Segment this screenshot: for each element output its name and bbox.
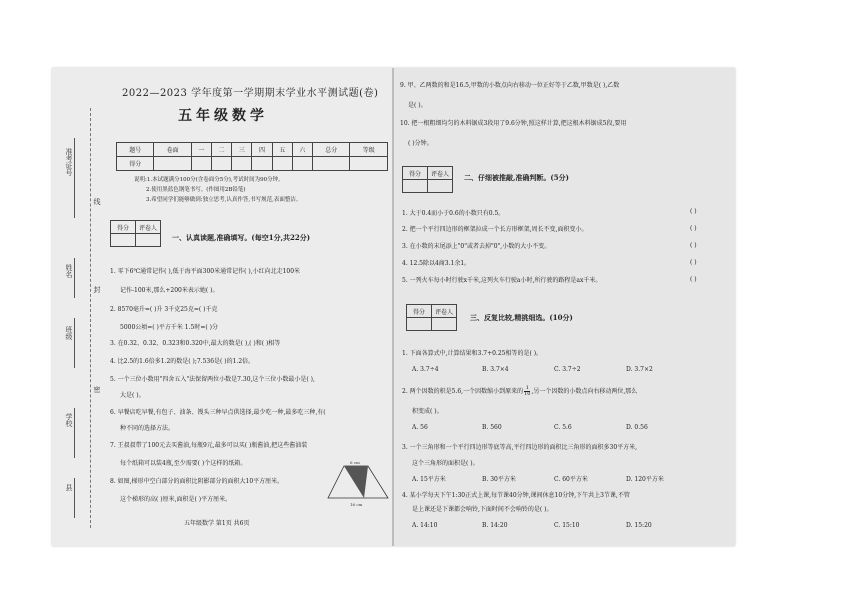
judge-answer-bracket[interactable]: ( ) [690, 276, 697, 283]
question-6-cont: 种不同的选择方法。 [120, 425, 175, 432]
grader-score-cell [407, 318, 432, 331]
score-header-cell: 一 [191, 143, 211, 157]
score-cell [212, 157, 232, 171]
right-page [394, 68, 735, 546]
score-cell [313, 157, 350, 171]
choice-question-3: 3. 一个三角形和一个平行四边形等底等高,平行四边形的面积比三角形的面积多30平方米, [402, 444, 638, 451]
choice-question-4-cont: 是上课还是下课都会响铃,下面时间不会响铃的是( )。 [412, 506, 553, 513]
choice-option: B. 560 [482, 424, 502, 431]
judge-item: 3. 在小数的末尾添上"0"或者去掉"0",小数的大小不变。 [402, 243, 551, 250]
score-header-cell: 等级 [350, 143, 388, 157]
fraction [524, 386, 530, 397]
choice-option: A. 56 [412, 424, 428, 431]
question-7-cont: 每个纸箱可以装4瓶,至少需要( )个这样的纸箱。 [120, 460, 247, 467]
school-label: 学校 [65, 413, 73, 427]
score-cell [350, 157, 388, 171]
judge-answer-bracket[interactable]: ( ) [690, 208, 697, 215]
county-label: 县 [65, 484, 73, 491]
grader-score-label: 得分 [407, 305, 432, 318]
name-line [74, 258, 75, 298]
question-9: 9. 甲、乙两数的和是16.5,甲数的小数点向右移动一位正好等于乙数,甲数是( ),乙数 [400, 82, 620, 89]
score-table-header-row [117, 143, 388, 157]
choice-option: A. 15平方米 [412, 476, 446, 483]
question-7: 7. 王叔叔带了100元去买酱油,每瓶9元,最多可以买( )瓶酱油,把这些酱油装 [110, 442, 308, 449]
grader-box [110, 220, 161, 247]
grader-score-label: 得分 [111, 221, 136, 234]
score-table [116, 142, 388, 171]
score-header-cell: 二 [212, 143, 232, 157]
choice-option: C. 5.6 [554, 424, 572, 431]
question-4: 4. 比2.5的1.6倍多1.2的数是( );7.536是( )的1.2倍。 [110, 358, 255, 365]
choice-option: B. 3.7×4 [482, 366, 509, 373]
question-5-cont: 大是( )。 [120, 392, 145, 399]
choice-question-2-tail: ,另一个因数的小数点向右移动两位,那么 [531, 388, 638, 395]
choice-question-1: 1. 下面各算式中,计算结果和3.7+0.25相等的是( )。 [402, 350, 543, 357]
grader-name-label: 评卷人 [432, 305, 457, 318]
exam-title: 2022—2023 学年度第一学期期末学业水平测试题(卷) [122, 88, 379, 99]
county-line [74, 478, 75, 518]
judge-item: 4. 12.5除以4商3.1余1。 [402, 260, 471, 267]
left-page [52, 68, 392, 546]
question-9-cont: 是( )。 [408, 102, 427, 109]
score-header-cell: 六 [292, 143, 312, 157]
choice-question-2-cont: 积变成( )。 [412, 408, 443, 415]
grader-box [406, 304, 457, 331]
grader-name-label: 评卷人 [428, 167, 453, 180]
score-cell [292, 157, 312, 171]
grader-box [402, 166, 453, 193]
grader-name-cell [432, 318, 457, 331]
score-header-cell: 四 [252, 143, 272, 157]
judge-answer-bracket[interactable]: ( ) [690, 259, 697, 266]
seal-seal-char: 封 [93, 286, 101, 293]
subject-title: 五年级数学 [178, 108, 268, 124]
choice-option: C. 60平方米 [554, 476, 588, 483]
choice-option: A. 3.7÷4 [412, 366, 439, 373]
school-line [74, 408, 75, 458]
question-8: 8. 如图,梯形中空白部分的面积比阴影部分的面积大10平方厘米。 [110, 478, 284, 485]
choice-option: D. 120平方米 [626, 476, 664, 483]
score-header-cell: 三 [232, 143, 252, 157]
score-header-cell: 题号 [117, 143, 154, 157]
score-table-score-row [117, 157, 388, 171]
class-line [74, 318, 75, 368]
grader-name-label: 评卷人 [136, 221, 161, 234]
choice-option: B. 30平方米 [482, 476, 516, 483]
choice-question-4: 4. 某小学每天下午1:30正式上课,每节课40分钟,课间休息10分钟,下午共上3节课,不管 [402, 492, 630, 499]
question-5: 5. 一个三位小数用"四舍五入"法保留两位小数是7.30,这个三位小数最小是( ), [110, 376, 315, 383]
instruction-line: 说明:1.本试题满分100分(含卷面分5分),考试时间为90分钟。 [134, 177, 284, 183]
class-label: 班级 [65, 326, 73, 340]
choice-question-2 [402, 386, 637, 397]
choice-option: A. 14:10 [412, 522, 438, 529]
choice-option: D. 3.7×2 [626, 366, 653, 373]
grader-name-cell [428, 180, 453, 193]
grader-name-cell [136, 234, 161, 247]
fraction-numerator: 1 [525, 385, 529, 391]
question-2: 2. 8570毫升=( )升 3千克25克=( )千克 [110, 306, 218, 313]
section1-title: 一、认真读题,准确填写。(每空1分,共22分) [172, 233, 311, 242]
grader-score-label: 得分 [403, 167, 428, 180]
trapezoid-top-label: 6 cm [350, 460, 360, 465]
score-header-cell: 卷面 [154, 143, 191, 157]
score-header-cell: 五 [272, 143, 292, 157]
score-cell [232, 157, 252, 171]
instruction-line: 2.使用黑蓝色钢笔书写。(作图用2B铅笔) [146, 187, 246, 193]
grader-score-cell [111, 234, 136, 247]
question-10-cont: ( )分钟。 [408, 140, 433, 147]
exam-no-line [74, 138, 75, 218]
fraction-denominator: 10 [524, 391, 531, 397]
section3-title: 三、反复比较,精挑细选。(10分) [470, 313, 573, 322]
judge-item: 1. 大于0.4而小于0.6的小数只有0.5。 [402, 210, 505, 217]
question-1: 1. 零下6℃通常记作( ),低于海平面300米通常记作( ),小红向北走100米 [110, 268, 301, 275]
judge-item: 2. 把一个平行四边形的框架拉成一个长方形框架,周长不变,面积变小。 [402, 226, 588, 233]
question-6: 6. 早餐店吃早餐,有包子、油条、馒头三种早点供选择,最少吃一种,最多吃三种,有( [110, 409, 326, 416]
question-8-cont: 这个梯形的高( )厘米,面积是( )平方厘米。 [120, 496, 232, 503]
score-cell [154, 157, 191, 171]
seal-close-char: 密 [93, 386, 101, 393]
choice-option: C. 3.7÷2 [554, 366, 581, 373]
choice-option: B. 14:20 [482, 522, 508, 529]
score-cell [191, 157, 211, 171]
binding-dashed-line [90, 108, 91, 528]
question-10: 10. 把一根粗细均匀的木料锯成3段用了9.6分钟,照这样计算,把这根木料锯成5段,要用 [400, 120, 627, 127]
choice-question-3-cont: 这个三角形的面积是( )。 [412, 460, 479, 467]
exam-sheet [52, 68, 735, 546]
name-label: 姓名 [65, 264, 73, 278]
trapezoid-figure [324, 458, 392, 508]
question-1-cont: 记作-100米,那么+200米表示她( )。 [120, 287, 219, 294]
question-2-cont: 5000公顷=( )平方千米 1.5时=( )分 [120, 324, 218, 331]
grader-score-cell [403, 180, 428, 193]
choice-option: D. 15:20 [626, 522, 652, 529]
score-header-cell: 总分 [313, 143, 350, 157]
judge-answer-bracket[interactable]: ( ) [690, 242, 697, 249]
score-cell [272, 157, 292, 171]
section2-title: 二、仔细被推敲,准确判断。(5分) [464, 173, 569, 182]
choice-option: C. 15:10 [554, 522, 580, 529]
instruction-line: 3.希望同学们能够做到:独立思考,认真作答,书写规范,表面整洁。 [146, 197, 302, 203]
choice-option: D. 0.56 [626, 424, 648, 431]
shaded-triangle [344, 466, 368, 498]
judge-answer-bracket[interactable]: ( ) [690, 225, 697, 232]
judge-item: 5. 一列火车每小时行驶x千米,这列火车行驶a小时,所行驶的路程是ax千米。 [402, 277, 602, 284]
page-footer: 五年级数学 第1页 共6页 [184, 520, 250, 527]
question-3: 3. 在0.32、0.32、0.323和0.320中,最大的数是( ),( )和( )相等 [110, 340, 281, 347]
score-cell [252, 157, 272, 171]
score-row-label: 得分 [117, 157, 154, 171]
choice-question-2-text: 2. 两个因数的积是5.6,一个因数缩小到原来的 [402, 388, 524, 395]
exam-no-label: 准考证号 [65, 148, 73, 176]
seal-line-char: 线 [93, 198, 101, 205]
trapezoid-bottom-label: 16 cm [350, 502, 363, 507]
